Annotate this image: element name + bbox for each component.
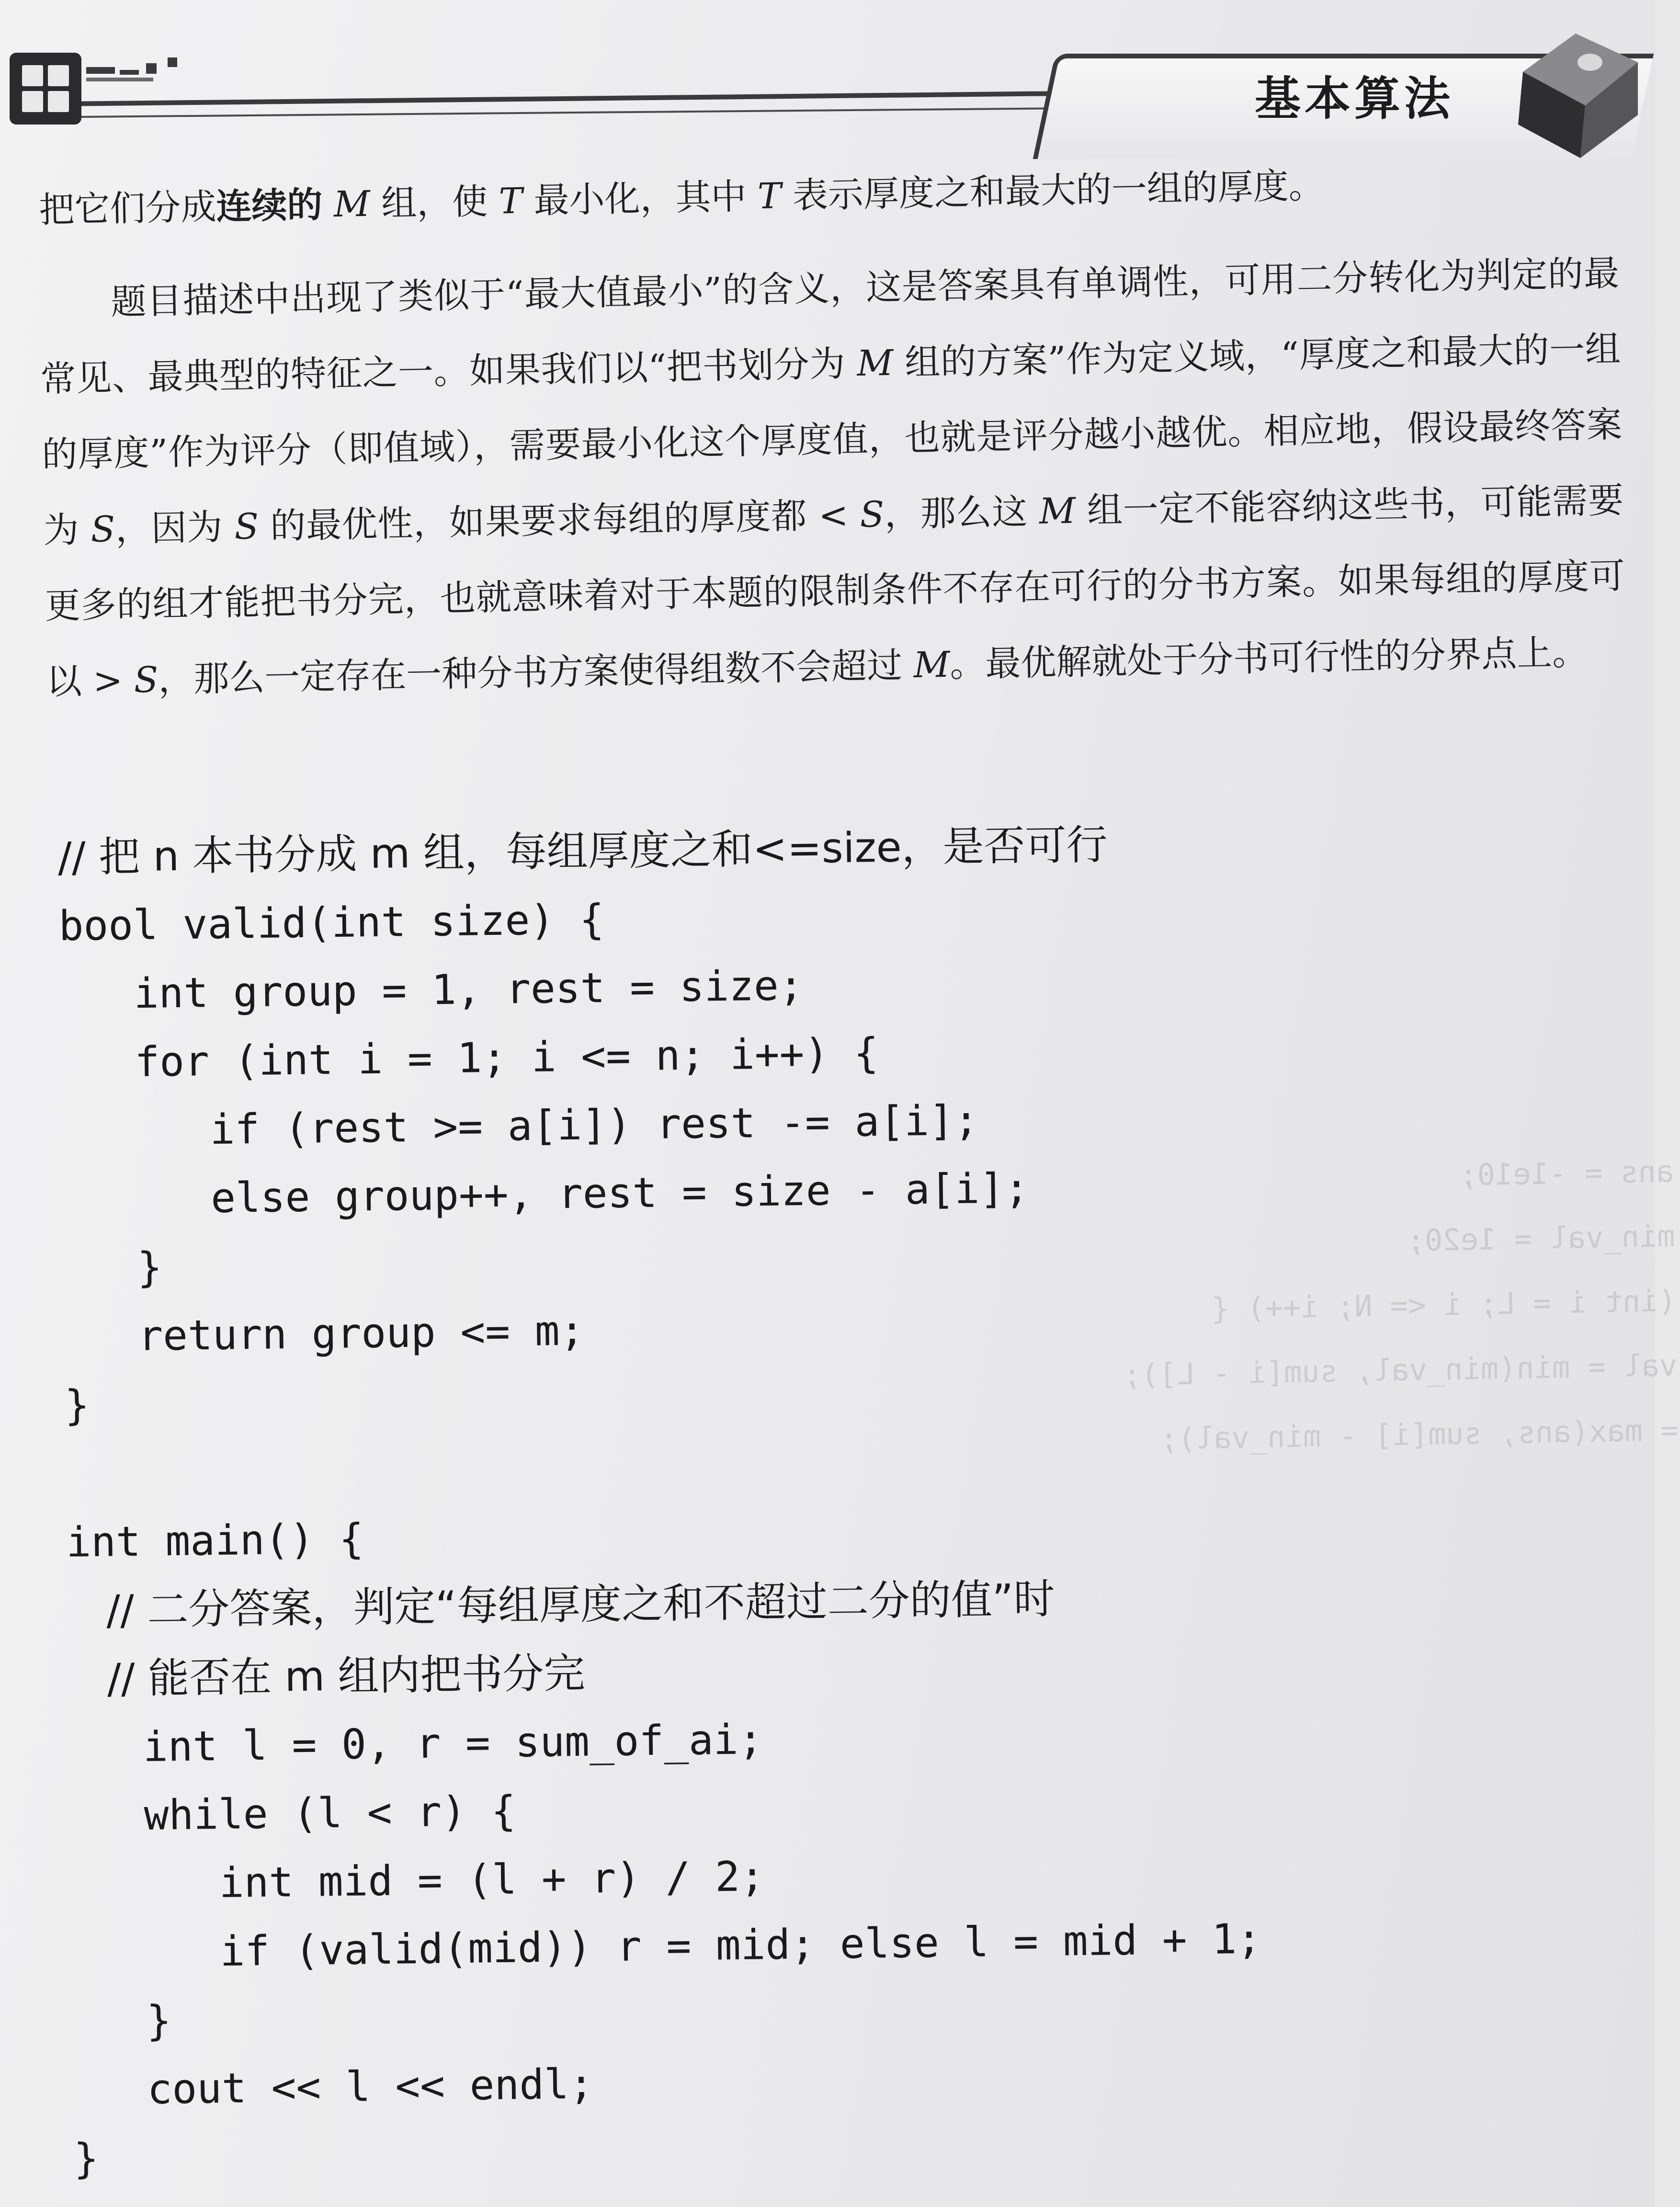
code-line: // 能否在 m 组内把书分完	[68, 1649, 586, 1704]
paragraph-2	[38, 236, 1627, 720]
code-line: cout << l << endl;	[72, 2060, 594, 2115]
text-segment: 组一定不能容纳这些书，可能需要更多的组才能把书分完，也就意味着对于本题的限制条件不存在可行的分书方案。如果每组的厚度可以	[44, 479, 1625, 703]
text-segment: T	[746, 175, 793, 217]
code-line: // 把 n 本书分成 m 组，每组厚度之和<=size，是否可行	[57, 821, 1108, 882]
text-segment: 。最优解就处于分书可行性的分界点上。	[949, 632, 1588, 685]
text-segment: 的最优性，如果要求每组的厚度都	[270, 495, 807, 547]
code-line: if (valid(mid)) r = mid; else l = mid + 1;	[71, 1915, 1262, 1978]
code-listing	[57, 807, 1463, 2194]
text-segment: 把它们分成	[38, 186, 217, 231]
header-decoration	[86, 53, 206, 91]
text-segment: M	[1027, 490, 1088, 533]
header-rule-thin	[81, 106, 1183, 118]
text-segment: M	[902, 644, 951, 686]
code-line: int main() {	[66, 1515, 364, 1567]
page-bleed-through: ans = -1e10; min_val = 1e20; (int i = L; i <= N; i++) { val = min(min_val, sum[i - L]); = max(ans, sum[i] - min_val);	[1123, 1089, 1680, 1513]
text-segment: 表示厚度之和最大的一组的厚度。	[792, 165, 1325, 216]
chapter-title: 基本算法	[1255, 71, 1454, 125]
code-line: int group = 1, rest = size;	[59, 962, 804, 1019]
code-line: int mid = (l + r) / 2;	[70, 1853, 765, 1909]
text-segment: T	[487, 180, 534, 222]
text-segment: M	[845, 342, 906, 385]
paragraph-1	[38, 142, 1620, 248]
text-segment: < S	[806, 494, 885, 537]
text-segment: S	[79, 509, 116, 551]
text-segment: 连续的	[216, 184, 323, 228]
code-line: }	[62, 1243, 163, 1293]
code-line: }	[73, 2135, 99, 2183]
cube-logo-icon	[1494, 19, 1647, 163]
text-segment: ，那么一定存在一种分书方案使得组数不会超过	[158, 645, 903, 701]
text-segment: 最小化，其中	[533, 176, 747, 222]
text-segment: 组，使	[381, 181, 488, 225]
text-segment: ，那么这	[884, 491, 1028, 535]
text-segment: 组的方案”作为定义域，“厚度之和最大的一组的厚度”作为评分（即值域），需要最小化这个厚度值，也就是评分越小越优。相应地，假设最终答案为	[41, 328, 1623, 551]
code-line: while (l < r) {	[69, 1787, 516, 1841]
code-line: return group <= m;	[63, 1307, 585, 1361]
code-line: for (int i = 1; i <= n; i++) {	[60, 1029, 879, 1087]
text-segment: M	[322, 183, 382, 226]
code-line: int l = 0, r = sum_of_ai;	[68, 1716, 763, 1772]
code-line: else group++, rest = size - a[i];	[61, 1164, 1030, 1224]
code-line: bool valid(int size) {	[58, 896, 605, 950]
text-segment: > S	[81, 659, 159, 702]
text-segment: 题目描述中出现了类似于“最大值最小”的含义，这是答案具有单调性，可用二分转化为判定的最常见、最典型的特征之一。如果我们以“把书划分为	[40, 252, 1620, 400]
header-rule	[81, 90, 1135, 106]
book-logo-icon	[10, 53, 81, 125]
code-line: }	[71, 1997, 172, 2046]
text-segment: ，因为	[114, 506, 223, 550]
text-segment: S	[222, 505, 271, 548]
code-line: if (rest >= a[i]) rest -= a[i];	[61, 1096, 979, 1156]
code-line: // 二分答案，判定“每组厚度之和不超过二分的值”时	[67, 1575, 1055, 1635]
code-line: }	[64, 1381, 90, 1430]
